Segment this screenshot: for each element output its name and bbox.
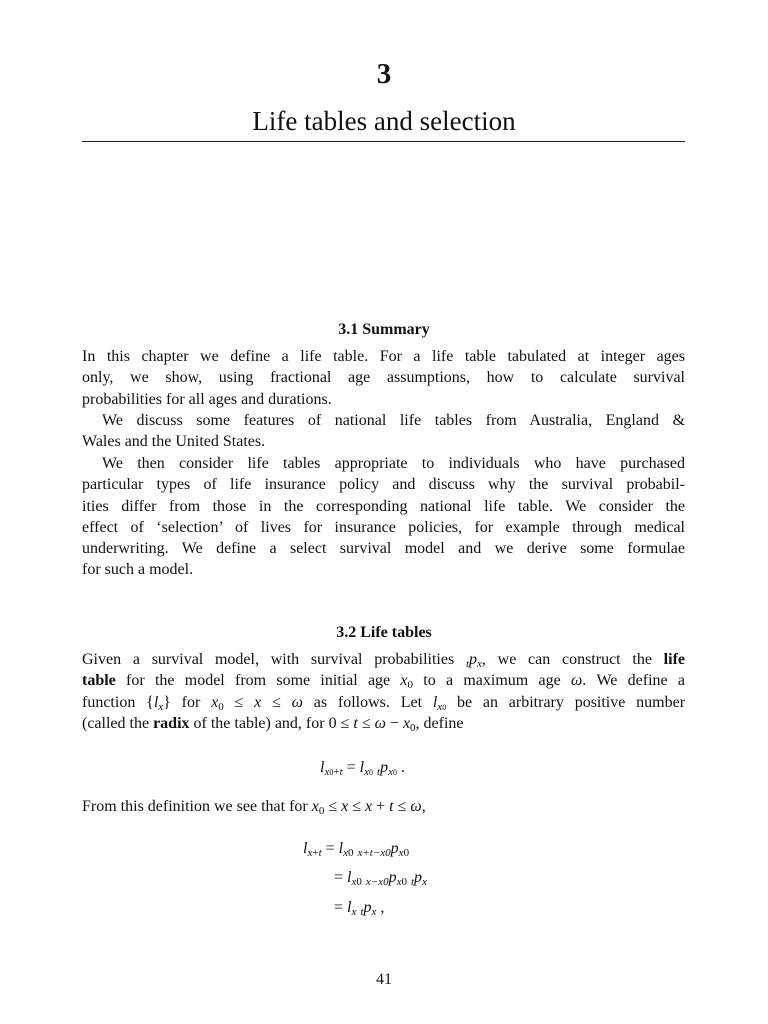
- page-number: 41: [376, 971, 392, 988]
- text-line: only, we show, using fractional age assumptions, how to calculate survival: [82, 369, 685, 387]
- equation-line-1: $l_{x+t} = l_{x0}$ $x+t-x0p_{x0}$: [303, 840, 410, 859]
- text-line: (called the radix of the table) and, for $0 \le t \le \omega - x_0$, define: [82, 714, 464, 734]
- text-line: table for the model from some initial age $x_0$ to a maximum age ω. We define a: [82, 672, 685, 692]
- text-line: function $\{l_x\}$ for $x_0 \le x \le \omega$ as follows. Let $l_{x0}$ be an arbitrary positive number: [82, 693, 686, 713]
- term-radix: radix: [153, 714, 190, 732]
- text-line: We then consider life tables appropriate to individuals who have purchased: [102, 455, 685, 472]
- section-heading-life-tables: 3.2 Life tables: [336, 624, 432, 641]
- text-line: probabilities for all ages and durations.: [82, 390, 332, 408]
- text-line: Wales and the United States.: [82, 433, 266, 451]
- text-line: underwriting. We define a select survival model and we derive some formulae: [82, 540, 685, 558]
- chapter-number: 3: [376, 58, 392, 90]
- equation-line-2: = $l_{x0}$ $x-x0p_{x0}$ $tp_x$: [322, 869, 427, 888]
- text-line: We discuss some features of national life tables from Australia, England &: [102, 412, 685, 429]
- equation-lx0t: $l_{x0+t} = l_{x0}$ $tp_{x0}$ .: [320, 759, 405, 778]
- summary-paragraph-1: [82, 346, 685, 410]
- term-table: table: [82, 672, 116, 690]
- text-line: In this chapter we define a life table. For a life table tabulated at integer ages: [82, 348, 685, 365]
- derivation-intro: [82, 796, 685, 817]
- section-heading-summary: 3.1 Summary: [338, 321, 430, 338]
- summary-paragraph-2: [82, 410, 685, 453]
- title-rule: [82, 141, 685, 142]
- text-line: particular types of life insurance policy and discuss why the survival probabil-: [82, 476, 685, 494]
- term-life: life: [663, 651, 685, 668]
- chapter-title: Life tables and selection: [252, 106, 516, 136]
- text-line: effect of ‘selection’ of lives for insurance policies, for example through medical: [82, 518, 685, 536]
- equation-line-3: = $l_x$ $tp_x$ ,: [322, 899, 385, 918]
- summary-paragraph-3: [82, 453, 685, 581]
- text-line: Given a survival model, with survival probabilities $tp_x$, we can construct the life: [82, 651, 685, 670]
- text-line: ities differ from those in the corresponding national life table. We consider the: [82, 497, 685, 515]
- life-tables-paragraph: [82, 649, 685, 734]
- text-line: From this definition we see that for $x_0 \le x \le x + t \le \omega$,: [82, 798, 426, 817]
- text-line: for such a model.: [82, 561, 194, 579]
